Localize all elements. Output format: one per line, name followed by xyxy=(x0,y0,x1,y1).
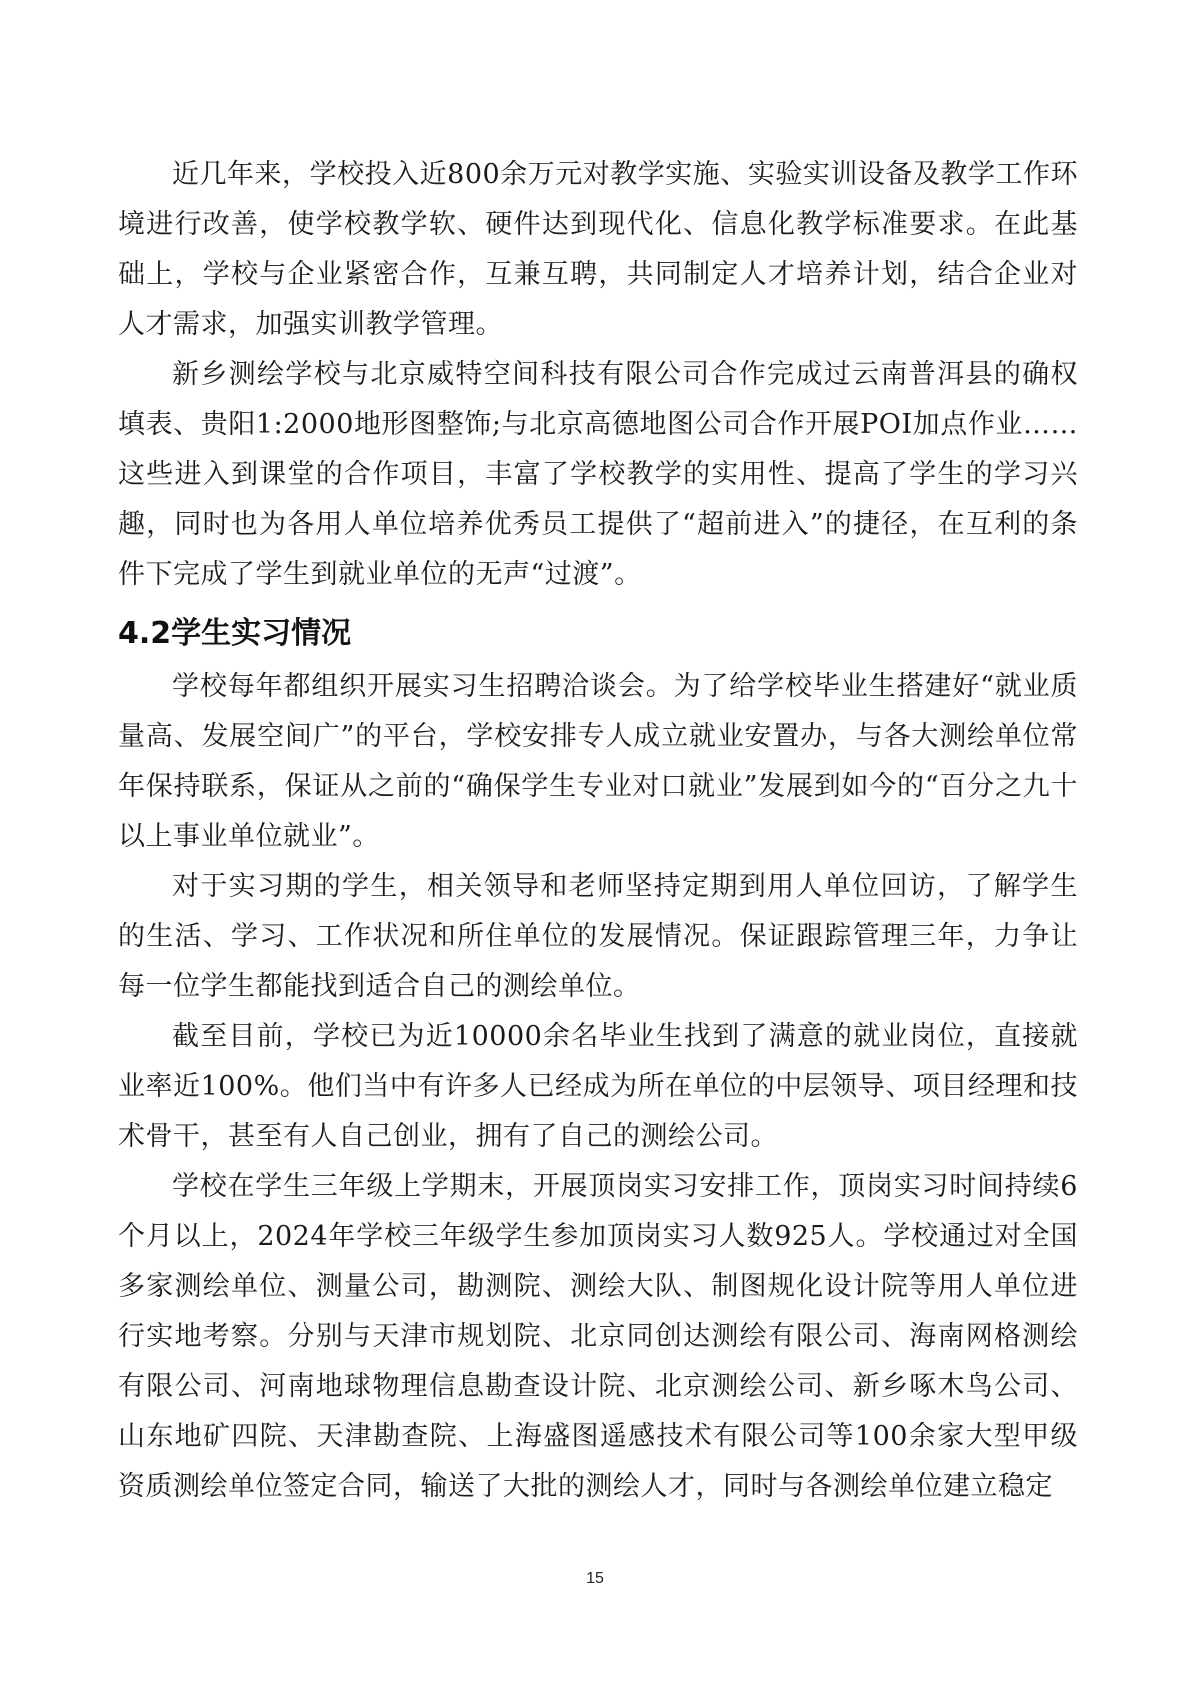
paragraph-recruitment: 学校每年都组织开展实习生招聘洽谈会。为了给学校毕业生搭建好“就业质量高、发展空间广”的平台，学校安排专人成立就业安置办，与各大测绘单位常年保持联系，保证从之前的“确保学生专业对口就业”发展到如今的“百分之九十以上事业单位就业”。 xyxy=(118,671,1078,852)
paragraph-internship: 学校在学生三年级上学期末，开展顶岗实习安排工作，顶岗实习时间持续6个月以上，2024年学校三年级学生参加顶岗实习人数925人。学校通过对全国多家测绘单位、测量公司，勘测院、测绘大队、制图规化设计院等用人单位进行实地考察。分别与天津市规划院、北京同创达测绘有限公司、海南网格测绘有限公司、河南地球物理信息勘查设计院、北京测绘公司、新乡啄木鸟公司、山东地矿四院、天津勘查院、上海盛图遥感技术有限公司等100余家大型甲级资质测绘单位签定合同，输送了大批的测绘人才，同时与各测绘单位建立稳定 xyxy=(118,1171,1078,1502)
page-number: 15 xyxy=(586,1570,604,1587)
paragraph-employment-rate: 截至目前，学校已为近10000余名毕业生找到了满意的就业岗位，直接就业率近100%。他们当中有许多人已经成为所在单位的中层领导、项目经理和技术骨干，甚至有人自己创业，拥有了自己的测绘公司。 xyxy=(118,1021,1078,1152)
document-body xyxy=(118,150,1078,1512)
section-heading: 4.2学生实习情况 xyxy=(118,616,352,651)
paragraph-followup: 对于实习期的学生，相关领导和老师坚持定期到用人单位回访，了解学生的生活、学习、工作状况和所住单位的发展情况。保证跟踪管理三年，力争让每一位学生都能找到适合自己的测绘单位。 xyxy=(118,871,1078,1002)
paragraph-cooperation: 新乡测绘学校与北京威特空间科技有限公司合作完成过云南普洱县的确权填表、贵阳1:2000地形图整饰;与北京高德地图公司合作开展POI加点作业……这些进入到课堂的合作项目，丰富了学校教学的实用性、提高了学生的学习兴趣，同时也为各用人单位培养优秀员工提供了“超前进入”的捷径，在互利的条件下完成了学生到就业单位的无声“过渡”。 xyxy=(118,359,1078,590)
paragraph-investment: 近几年来，学校投入近800余万元对教学实施、实验实训设备及教学工作环境进行改善，使学校教学软、硬件达到现代化、信息化教学标准要求。在此基础上，学校与企业紧密合作，互兼互聘，共同制定人才培养计划，结合企业对人才需求，加强实训教学管理。 xyxy=(118,159,1078,340)
